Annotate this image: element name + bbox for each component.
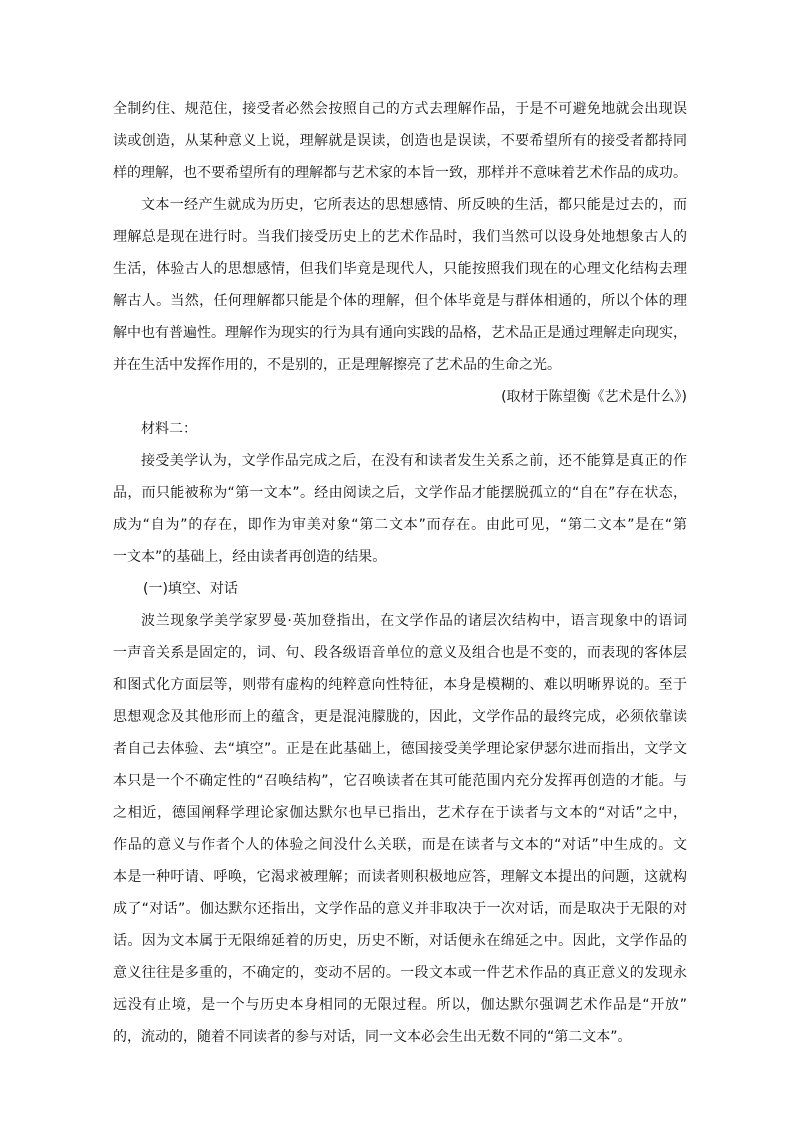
paragraph-4-line: 思想观念及其他形而上的蕴含，更是混沌朦胧的，因此，文学作品的最终完成，必须依靠读	[113, 709, 687, 725]
paragraph-2-line: 解中也有普遍性。理解作为现实的行为具有通向实践的品格，艺术品正是通过理解走向现实，	[113, 325, 687, 341]
material-heading: 材料二：	[141, 421, 197, 437]
paragraph-3-line: 成为“自为”的存在，即作为审美对象“第二文本”而存在。由此可见，“第二文本”是在“第	[113, 517, 687, 533]
source-citation: (取材于陈望衡《艺术是什么》)	[501, 389, 687, 405]
paragraph-2-line: 文本一经产生就成为历史，它所表达的思想感情、所反映的生活，都只能是过去的，而	[141, 197, 687, 213]
paragraph-4-line: 之相近，德国阐释学理论家伽达默尔也早已指出，艺术存在于读者与文本的“对话”之中，	[113, 805, 687, 821]
paragraph-4-line: 本只是一个不确定性的“召唤结构”，它召唤读者在其可能范围内充分发挥再创造的才能。与	[113, 773, 687, 789]
paragraph-4-line: 者自己去体验、去“填空”。正是在此基础上，德国接受美学理论家伊瑟尔进而指出，文学文	[113, 741, 687, 757]
paragraph-1-line: 读或创造，从某种意义上说，理解就是误读，创造也是误读，不要希望所有的接受者都持同	[113, 133, 687, 149]
paragraph-4-line: 远没有止境，是一个与历史本身相同的无限过程。所以，伽达默尔强调艺术作品是“开放”	[113, 997, 687, 1013]
paragraph-4-line: 本是一种吁请、呼唤，它渴求被理解；而读者则积极地应答，理解文本提出的问题，这就构	[113, 869, 687, 885]
paragraph-4-line: 作品的意义与作者个人的体验之间没什么关联，而是在读者与文本的“对话”中生成的。文	[113, 837, 687, 853]
paragraph-4-line: 波兰现象学美学家罗曼·英加登指出，在文学作品的诸层次结构中，语言现象中的语词	[141, 613, 687, 629]
section-heading: (一)填空、对话	[143, 581, 238, 597]
paragraph-3-line: 接受美学认为，文学作品完成之后，在没有和读者发生关系之前，还不能算是真正的作	[141, 453, 687, 469]
paragraph-4-line: 的，流动的，随着不同读者的参与对话，同一文本必会生出无数不同的“第二文本”。	[113, 1029, 632, 1045]
paragraph-1-line: 样的理解，也不要希望所有的理解都与艺术家的本旨一致，那样并不意味着艺术作品的成功。	[113, 165, 687, 181]
paragraph-2-line: 解古人。当然，任何理解都只能是个体的理解，但个体毕竟是与群体相通的，所以个体的理	[113, 293, 687, 309]
paragraph-2-line: 理解总是现在进行时。当我们接受历史上的艺术作品时，我们当然可以设身处地想象古人的	[113, 229, 687, 245]
paragraph-1-line: 全制约住、规范住，接受者必然会按照自己的方式去理解作品，于是不可避免地就会出现误	[113, 101, 687, 117]
paragraph-4-line: 话。因为文本属于无限绵延着的历史，历史不断，对话便永在绵延之中。因此，文学作品的	[113, 933, 687, 949]
paragraph-4-line: 成了“对话”。伽达默尔还指出，文学作品的意义并非取决于一次对话，而是取决于无限的对	[113, 901, 687, 917]
paragraph-3-line: 品，而只能被称为“第一文本”。经由阅读之后，文学作品才能摆脱孤立的“自在”存在状态，	[113, 485, 687, 501]
paragraph-2-line: 生活，体验古人的思想感情，但我们毕竟是现代人，只能按照我们现在的心理文化结构去理	[113, 261, 687, 277]
paragraph-2-line: 并在生活中发挥作用的，不是别的，正是理解擦亮了艺术品的生命之光。	[113, 357, 561, 373]
paragraph-4-line: 和图式化方面层等，则带有虚构的纯粹意向性特征，本身是模糊的、难以明晰界说的。至于	[113, 677, 687, 693]
paragraph-3-line: 一文本”的基础上，经由读者再创造的结果。	[113, 549, 387, 565]
paragraph-4-line: 意义往往是多重的，不确定的，变动不居的。一段文本或一件艺术作品的真正意义的发现永	[113, 965, 687, 981]
paragraph-4-line: 一声音关系是固定的，词、句、段各级语音单位的意义及组合也是不变的，而表现的客体层	[113, 645, 687, 661]
